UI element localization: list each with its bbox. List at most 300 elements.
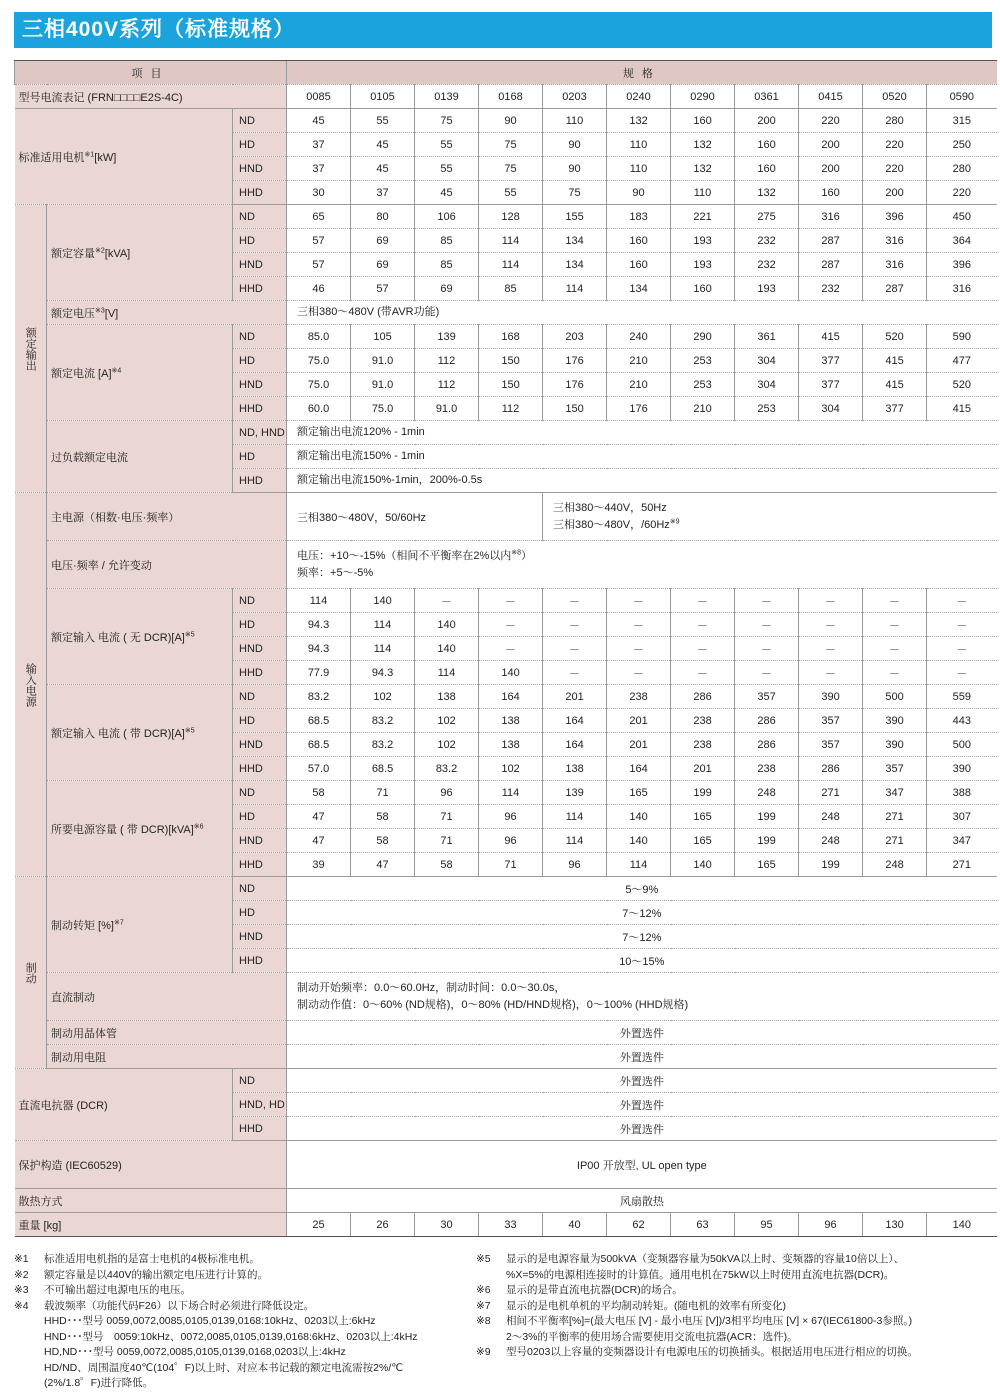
value-cell: 150 [543, 397, 607, 421]
value-cell: 58 [351, 829, 415, 853]
value-cell: 315 [927, 109, 997, 133]
footnote-key: ※8 [476, 1315, 491, 1327]
value-cell: 500 [863, 685, 927, 709]
value-cell: 45 [351, 157, 415, 181]
value-cell: － [543, 637, 607, 661]
value-cell: 250 [927, 133, 997, 157]
value-cell: 287 [863, 277, 927, 301]
value-cell: － [799, 661, 863, 685]
footnote-mark: ※9 [669, 517, 680, 525]
footnote-text: 不可输出超过电源电压的电压。 [44, 1284, 191, 1296]
main-power-label-text: 主电源（相数·电压·频率） [51, 511, 180, 524]
value-cell: 30 [415, 1213, 479, 1237]
value-cell: － [479, 589, 543, 613]
value-cell: 140 [479, 661, 543, 685]
output-voltage-label [47, 301, 287, 325]
value-cell: 0590 [927, 85, 997, 109]
value-cell: 57.0 [287, 757, 351, 781]
footnote-mark: ※3 [95, 306, 105, 314]
variation-line1 [297, 548, 993, 565]
weight-label-text: 重量 [kg] [18, 1219, 62, 1232]
value-cell: 114 [479, 253, 543, 277]
value-cell: － [927, 661, 997, 685]
footnotes-left [14, 1252, 474, 1392]
value-cell: － [671, 613, 735, 637]
footnote-mark: ※7 [113, 918, 124, 926]
duty-level: ND [233, 325, 287, 349]
duty-level: ND [233, 109, 287, 133]
variation-label [47, 541, 287, 589]
value-cell: 85 [415, 229, 479, 253]
value-cell: 220 [799, 109, 863, 133]
value-cell: 140 [415, 637, 479, 661]
input-no_dcr-label-text: 额定输入 电流 ( 无 DCR)[A] [51, 631, 185, 644]
value-cell: 165 [735, 853, 799, 877]
dcr-value: 外置选件 [287, 1093, 997, 1117]
value-cell: － [735, 661, 799, 685]
weight-label [15, 1213, 287, 1237]
value-cell: 193 [735, 277, 799, 301]
value-cell: 30 [287, 181, 351, 205]
protection-value: IP00 开放型, UL open type [287, 1141, 997, 1189]
footnote-key: ※4 [14, 1299, 29, 1312]
duty-level: HHD [233, 469, 287, 493]
value-cell: 176 [543, 349, 607, 373]
braking-torque-row [15, 877, 997, 901]
value-cell: 248 [799, 805, 863, 829]
braking-transistor-label-text: 制动用晶体管 [51, 1027, 117, 1040]
braking-torque-value: 7～12% [287, 925, 997, 949]
value-cell: 139 [415, 325, 479, 349]
cooling-value: 风扇散热 [287, 1189, 997, 1213]
value-cell: 280 [927, 157, 997, 181]
overload-label-text: 过负载额定电流 [51, 451, 128, 464]
footnote-mark: ※5 [184, 630, 195, 638]
footnote-text: 显示的是带直流电抗器(DCR)的场合。 [506, 1284, 683, 1296]
value-cell: 96 [479, 829, 543, 853]
value-cell: 199 [799, 853, 863, 877]
footnote-text: 载波频率（功能代码F26）以下场合时必须进行降低设定。 HHD･･･型号 0059,0072,0085,0105,0139,0168:10kHz、0203以上:6kHz HND･･･型号 0059:10kHz、0072,0085,0105,0139,0168:6kHz、0203以上:4kHz HD,ND･･･型号 0059,0072,0085,0105,0139,0168,0203以上:4kHz HD/ND、周围温度40℃(104゜F)以上时、对应本书记载的额定电流需按2%/℃ (2%/1.8゜F)进行降低。 [44, 1299, 418, 1389]
value-cell: 240 [607, 325, 671, 349]
value-cell: 220 [863, 133, 927, 157]
output-current-label [47, 325, 233, 421]
variation-label-text: 电压·频率 / 允许变动 [51, 559, 152, 572]
cooling-label [15, 1189, 287, 1213]
value-cell: 500 [927, 733, 997, 757]
value-cell: 57 [351, 277, 415, 301]
value-cell: － [735, 589, 799, 613]
value-cell: 75.0 [351, 397, 415, 421]
value-cell: － [863, 613, 927, 637]
footnote-text: 相间不平衡率[%]=(最大电压 [V] - 最小电压 [V])/3相平均电压 [V] × 67(IEC61800-3参照。) 2～3%的平衡率的使用场合需要使用交流电抗器(ACR：选件)。 [506, 1315, 913, 1343]
value-cell: 94.3 [287, 637, 351, 661]
value-cell: 132 [671, 157, 735, 181]
main-power-label [47, 493, 287, 541]
value-cell: － [543, 661, 607, 685]
value-cell: － [543, 613, 607, 637]
value-cell: － [927, 613, 997, 637]
value-cell: 75 [479, 157, 543, 181]
value-cell: 164 [607, 757, 671, 781]
value-cell: － [671, 661, 735, 685]
value-cell: － [863, 589, 927, 613]
value-cell: 85.0 [287, 325, 351, 349]
input-capacity-row [15, 781, 997, 805]
value-cell: 253 [735, 397, 799, 421]
value-cell: 287 [799, 253, 863, 277]
value-cell: 68.5 [351, 757, 415, 781]
value-cell: 220 [863, 157, 927, 181]
value-cell: 128 [479, 205, 543, 229]
value-cell: 102 [351, 685, 415, 709]
value-cell: 164 [479, 685, 543, 709]
value-cell: 199 [735, 805, 799, 829]
variation-row [15, 541, 997, 589]
variation-line1-end: ） [521, 549, 533, 562]
value-cell: 390 [927, 757, 997, 781]
footnote [14, 1299, 474, 1392]
value-cell: 138 [479, 733, 543, 757]
header-row [15, 61, 997, 85]
value-cell: 45 [287, 109, 351, 133]
value-cell: 238 [671, 709, 735, 733]
value-cell: 75.0 [287, 373, 351, 397]
value-cell: 232 [799, 277, 863, 301]
value-cell: － [479, 613, 543, 637]
value-cell: 304 [735, 373, 799, 397]
group-braking: 制动 [15, 877, 47, 1069]
input-with_dcr-row [15, 685, 997, 709]
footnote [14, 1252, 474, 1268]
value-cell: 69 [351, 229, 415, 253]
value-cell: 450 [927, 205, 997, 229]
value-cell: 160 [799, 181, 863, 205]
value-cell: － [671, 637, 735, 661]
value-cell: － [735, 613, 799, 637]
value-cell: 559 [927, 685, 997, 709]
input-no_dcr-label [47, 589, 233, 685]
value-cell: － [607, 589, 671, 613]
value-cell: 0085 [287, 85, 351, 109]
value-cell: 193 [671, 229, 735, 253]
value-cell: 377 [799, 349, 863, 373]
main-power-row [15, 493, 997, 541]
value-cell: 114 [287, 589, 351, 613]
value-cell: 0240 [607, 85, 671, 109]
footnote [476, 1314, 996, 1345]
value-cell: 96 [543, 853, 607, 877]
value-cell: 140 [607, 805, 671, 829]
value-cell: 69 [351, 253, 415, 277]
value-cell: 238 [607, 685, 671, 709]
value-cell: － [671, 589, 735, 613]
value-cell: 199 [735, 829, 799, 853]
footnote-key: ※7 [476, 1299, 491, 1312]
value-cell: 347 [927, 829, 997, 853]
output-current-label-text: 额定电流 [A] [51, 367, 112, 380]
input-with_dcr-label [47, 685, 233, 781]
model-row [15, 85, 997, 109]
value-cell: － [799, 637, 863, 661]
value-cell: 114 [351, 613, 415, 637]
value-cell: 0361 [735, 85, 799, 109]
duty-level: HHD [233, 661, 287, 685]
dcr-label [15, 1069, 233, 1141]
value-cell: 390 [799, 685, 863, 709]
overload-row [15, 421, 997, 445]
duty-level: HD [233, 229, 287, 253]
value-cell: 94.3 [287, 613, 351, 637]
value-cell: 33 [479, 1213, 543, 1237]
protection-label [15, 1141, 287, 1189]
value-cell: 160 [671, 277, 735, 301]
value-cell: 165 [671, 805, 735, 829]
value-cell: 287 [799, 229, 863, 253]
duty-level: HHD [233, 181, 287, 205]
variation-value [287, 541, 997, 589]
value-cell: 77.9 [287, 661, 351, 685]
footnote [476, 1299, 996, 1315]
value-cell: 165 [671, 829, 735, 853]
value-cell: 68.5 [287, 733, 351, 757]
value-cell: 132 [735, 181, 799, 205]
duty-level: HHD [233, 853, 287, 877]
value-cell: 388 [927, 781, 997, 805]
overload-value: 额定输出电流150% - 1min [287, 445, 997, 469]
header-item: 项目 [15, 61, 287, 85]
value-cell: 271 [863, 829, 927, 853]
value-cell: － [927, 589, 997, 613]
cooling-row [15, 1189, 997, 1213]
dcr-value: 外置选件 [287, 1069, 997, 1093]
overload-value: 额定输出电流120% - 1min [287, 421, 997, 445]
footnote-key: ※6 [476, 1284, 491, 1296]
duty-level: HND [233, 829, 287, 853]
value-cell: 110 [607, 133, 671, 157]
duty-level: ND [233, 685, 287, 709]
model-label: 型号电流表记 (FRN□□□□E2S-4C) [15, 85, 287, 109]
value-cell: 134 [607, 277, 671, 301]
footnote-mark: ※6 [193, 822, 204, 830]
value-cell: 396 [863, 205, 927, 229]
value-cell: 183 [607, 205, 671, 229]
value-cell: 286 [735, 709, 799, 733]
value-cell: 160 [607, 253, 671, 277]
output-voltage-value: 三相380～480V (带AVR功能) [287, 301, 997, 325]
value-cell: 138 [415, 685, 479, 709]
value-cell: 165 [607, 781, 671, 805]
duty-level: ND [233, 205, 287, 229]
footnote-text: 标准适用电机指的是富士电机的4极标准电机。 [44, 1253, 260, 1265]
value-cell: 443 [927, 709, 997, 733]
value-cell: 155 [543, 205, 607, 229]
value-cell: 140 [607, 829, 671, 853]
footnote [476, 1252, 996, 1283]
footnote [14, 1268, 474, 1284]
value-cell: 275 [735, 205, 799, 229]
value-cell: 114 [543, 805, 607, 829]
value-cell: － [543, 589, 607, 613]
output-current-row [15, 325, 997, 349]
value-cell: 271 [799, 781, 863, 805]
group-output: 额定输出 [15, 205, 47, 493]
value-cell: 60.0 [287, 397, 351, 421]
braking-transistor-value: 外置选件 [287, 1021, 997, 1045]
value-cell: 201 [607, 733, 671, 757]
duty-level: HD [233, 133, 287, 157]
value-cell: 0520 [863, 85, 927, 109]
value-cell: 168 [479, 325, 543, 349]
variation-line1-text: 电压：+10～-15%（相间不平衡率在2%以内 [297, 549, 512, 562]
value-cell: 96 [799, 1213, 863, 1237]
value-cell: 396 [927, 253, 997, 277]
duty-level: HND [233, 733, 287, 757]
value-cell: 75 [543, 181, 607, 205]
braking-torque-value: 5～9% [287, 877, 997, 901]
braking-resistor-label-text: 制动用电阻 [51, 1051, 106, 1064]
value-cell: 83.2 [351, 709, 415, 733]
value-cell: 106 [415, 205, 479, 229]
value-cell: 85 [415, 253, 479, 277]
value-cell: 112 [415, 349, 479, 373]
footnote [476, 1345, 996, 1361]
value-cell: 57 [287, 253, 351, 277]
footnote-key: ※3 [14, 1284, 29, 1296]
protection-row [15, 1141, 997, 1189]
value-cell: 377 [863, 397, 927, 421]
value-cell: 347 [863, 781, 927, 805]
value-cell: 140 [927, 1213, 997, 1237]
value-cell: 40 [543, 1213, 607, 1237]
value-cell: 238 [735, 757, 799, 781]
value-cell: 134 [543, 229, 607, 253]
value-cell: 112 [479, 397, 543, 421]
duty-level: HND, HD [233, 1093, 287, 1117]
footnote-key: ※9 [476, 1346, 491, 1358]
braking-resistor-row [15, 1045, 997, 1069]
output-capacity-label [47, 205, 233, 301]
value-cell: 140 [415, 613, 479, 637]
footnote-text: 显示的是电机单机的平均制动转矩。(随电机的效率有所变化) [506, 1299, 786, 1312]
value-cell: － [799, 613, 863, 637]
footnote-text: 显示的是电源容量为500kVA（变频器容量为50kVA以上时、变频器的容量10倍以上）、 %X=5%的电源相连接时的计算值。通用电机在75kW以上时使用直流电抗器(DCR)。 [506, 1253, 905, 1281]
value-cell: 110 [671, 181, 735, 205]
duty-level: HHD [233, 757, 287, 781]
motor-row [15, 109, 997, 133]
value-cell: 357 [735, 685, 799, 709]
footnote-text: 型号0203以上容量的变频器设计有电源电压的切换插头。根据适用电压进行相应的切换。 [506, 1346, 918, 1358]
value-cell: 55 [351, 109, 415, 133]
footnote-mark: ※1 [84, 150, 95, 158]
protection-label-text: 保护构造 (IEC60529) [18, 1159, 122, 1172]
value-cell: 290 [671, 325, 735, 349]
value-cell: 45 [415, 181, 479, 205]
value-cell: 45 [351, 133, 415, 157]
weight-row [15, 1213, 997, 1237]
value-cell: － [927, 637, 997, 661]
main-power-right-line2-text: 三相380～480V，/60Hz [553, 518, 670, 531]
value-cell: 114 [415, 661, 479, 685]
value-cell: 57 [287, 229, 351, 253]
value-cell: 357 [799, 733, 863, 757]
braking-torque-value: 10～15% [287, 949, 997, 973]
value-cell: 91.0 [351, 349, 415, 373]
main-power-right [543, 493, 997, 541]
value-cell: 0139 [415, 85, 479, 109]
value-cell: 248 [863, 853, 927, 877]
dc-braking-value [287, 973, 997, 1021]
output-capacity-label-text: 额定容量 [51, 247, 95, 260]
value-cell: 364 [927, 229, 997, 253]
value-cell: 102 [479, 757, 543, 781]
duty-level: HD [233, 445, 287, 469]
value-cell: 58 [287, 781, 351, 805]
dcr-row [15, 1069, 997, 1093]
value-cell: 150 [479, 373, 543, 397]
duty-level: HD [233, 709, 287, 733]
value-cell: 200 [799, 157, 863, 181]
value-cell: 132 [607, 109, 671, 133]
value-cell: 83.2 [351, 733, 415, 757]
value-cell: 94.3 [351, 661, 415, 685]
value-cell: 63 [671, 1213, 735, 1237]
value-cell: 201 [543, 685, 607, 709]
value-cell: 160 [735, 157, 799, 181]
value-cell: 90 [543, 133, 607, 157]
value-cell: 114 [479, 229, 543, 253]
dcr-value: 外置选件 [287, 1117, 997, 1141]
value-cell: 0203 [543, 85, 607, 109]
value-cell: 37 [351, 181, 415, 205]
motor-label [15, 109, 233, 205]
duty-level: HND [233, 253, 287, 277]
value-cell: 114 [607, 853, 671, 877]
spec-table [14, 60, 997, 1237]
value-cell: － [415, 589, 479, 613]
value-cell: 271 [927, 853, 997, 877]
value-cell: 47 [287, 829, 351, 853]
dc-braking-line2: 制动动作值：0～60% (ND规格)，0～80% (HD/HND规格)，0～100% (HHD规格) [297, 998, 689, 1011]
braking-torque-label [47, 877, 233, 973]
footnote-mark: ※5 [184, 726, 195, 734]
output-capacity-label-unit: [kVA] [104, 247, 131, 260]
duty-level: HD [233, 901, 287, 925]
input-capacity-label-text: 所要电源容量 ( 带 DCR)[kVA] [51, 823, 194, 836]
value-cell: 140 [671, 853, 735, 877]
value-cell: 160 [607, 229, 671, 253]
group-input: 输入电源 [15, 493, 47, 877]
value-cell: 90 [607, 181, 671, 205]
value-cell: 415 [863, 349, 927, 373]
value-cell: 253 [671, 349, 735, 373]
value-cell: 150 [479, 349, 543, 373]
value-cell: 138 [543, 757, 607, 781]
value-cell: 139 [543, 781, 607, 805]
value-cell: － [479, 637, 543, 661]
braking-torque-label-text: 制动转矩 [%] [51, 919, 114, 932]
value-cell: 0415 [799, 85, 863, 109]
value-cell: 90 [479, 109, 543, 133]
duty-level: ND [233, 877, 287, 901]
input-with_dcr-label-text: 额定输入 电流 ( 带 DCR)[A] [51, 727, 185, 740]
duty-level: ND [233, 781, 287, 805]
duty-level: HHD [233, 949, 287, 973]
value-cell: 75 [415, 109, 479, 133]
value-cell: 0168 [479, 85, 543, 109]
value-cell: 220 [927, 181, 997, 205]
value-cell: 39 [287, 853, 351, 877]
value-cell: 114 [543, 277, 607, 301]
